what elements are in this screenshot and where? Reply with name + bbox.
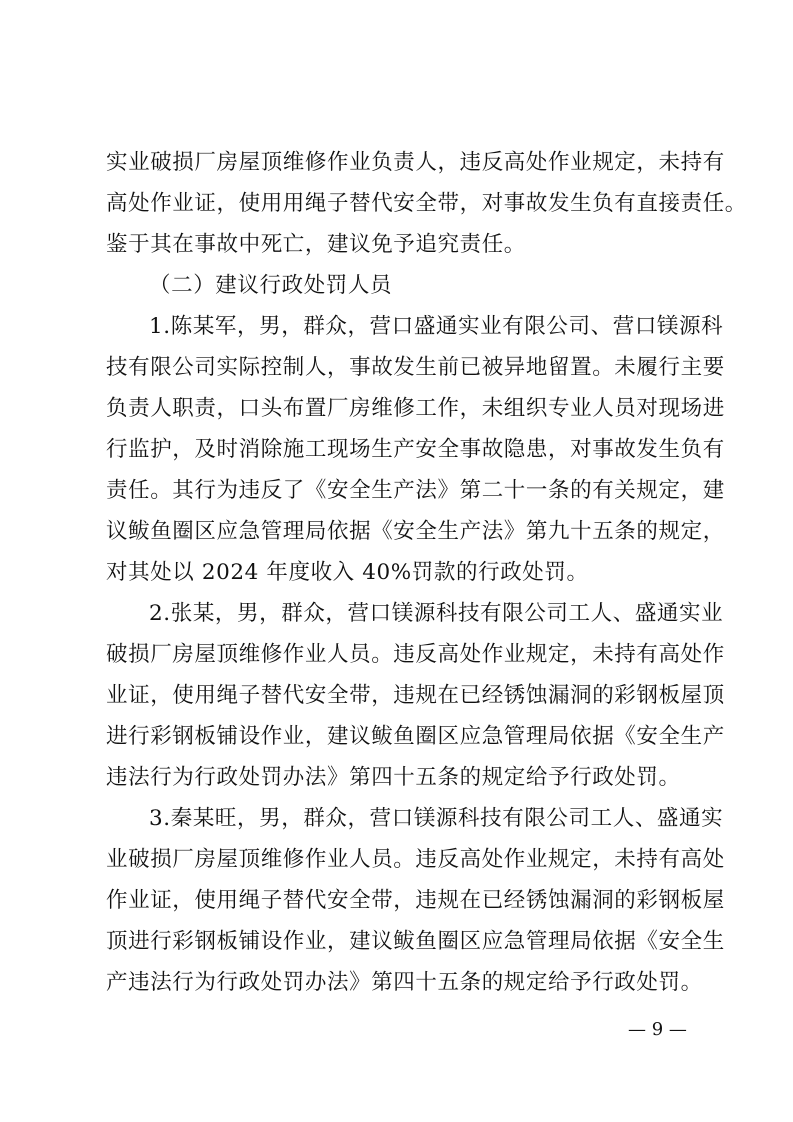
- text-line: 进行彩钢板铺设作业，建议鲅鱼圈区应急管理局依据《安全生产: [106, 724, 725, 749]
- text-line: 业证，使用绳子替代安全带，违规在已经锈蚀漏洞的彩钢板屋顶: [106, 683, 725, 708]
- text-line: 违法行为行政处罚办法》第四十五条的规定给予行政处罚。: [106, 765, 681, 790]
- paragraph-item-1: [106, 306, 725, 593]
- text-line: 负责人职责，口头布置厂房维修工作，未组织专业人员对现场进: [106, 396, 725, 421]
- text-line: 技有限公司实际控制人，事故发生前已被异地留置。未履行主要: [106, 355, 725, 380]
- text-line: 产违法行为行政处罚办法》第四十五条的规定给予行政处罚。: [106, 970, 703, 995]
- text-line: 对其处以 2024 年度收入 40%罚款的行政处罚。: [106, 560, 589, 585]
- paragraph-continuation: [106, 142, 747, 265]
- text-line: 责任。其行为违反了《安全生产法》第二十一条的有关规定，建: [106, 478, 725, 503]
- text-line: 3.秦某旺，男，群众，营口镁源科技有限公司工人、盛通实: [149, 806, 724, 831]
- document-body: [106, 142, 747, 1003]
- text-line: 鉴于其在事故中死亡，建议免予追究责任。: [106, 232, 526, 257]
- section-heading: [106, 265, 716, 306]
- text-line: 1.陈某军，男，群众，营口盛通实业有限公司、营口镁源科: [149, 314, 724, 339]
- heading-text: （二）建议行政处罚人员: [149, 273, 393, 298]
- text-line: 实业破损厂房屋顶维修作业负责人，违反高处作业规定，未持有: [106, 150, 725, 175]
- text-line: 行监护，及时消除施工现场生产安全事故隐患，对事故发生负有: [106, 437, 725, 462]
- paragraph-item-2: [106, 593, 725, 798]
- text-line: 议鲅鱼圈区应急管理局依据《安全生产法》第九十五条的规定，: [106, 519, 725, 544]
- text-line: 高处作业证，使用用绳子替代安全带，对事故发生负有直接责任。: [106, 191, 747, 216]
- text-line: 作业证，使用绳子替代安全带，违规在已经锈蚀漏洞的彩钢板屋: [106, 888, 725, 913]
- text-line: 顶进行彩钢板铺设作业，建议鲅鱼圈区应急管理局依据《安全生: [106, 929, 725, 954]
- text-line: 2.张某，男，群众，营口镁源科技有限公司工人、盛通实业: [149, 601, 724, 626]
- page-number: — 9 —: [628, 1019, 687, 1040]
- paragraph-item-3: [106, 798, 725, 1003]
- text-line: 业破损厂房屋顶维修作业人员。违反高处作业规定，未持有高处: [106, 847, 725, 872]
- text-line: 破损厂房屋顶维修作业人员。违反高处作业规定，未持有高处作: [106, 642, 725, 667]
